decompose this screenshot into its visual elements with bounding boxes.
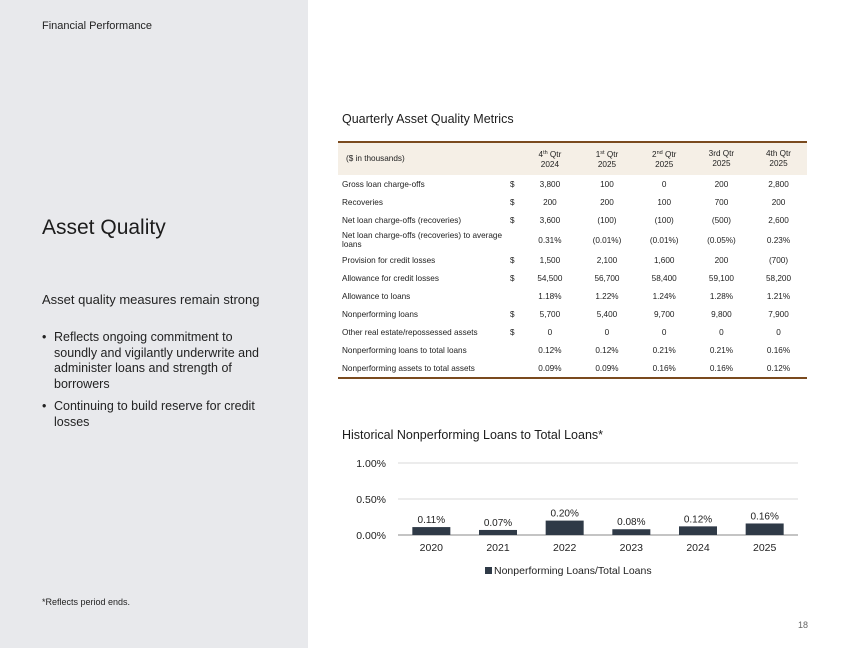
row-label: Nonperforming loans [342, 309, 419, 319]
dollar-sign: $ [510, 197, 515, 207]
table-cell: 7,900 [768, 309, 789, 319]
bullet-list [42, 330, 272, 437]
x-tick-label: 2022 [552, 542, 577, 554]
dollar-sign: $ [510, 327, 515, 337]
subhead: Asset quality measures remain strong [42, 292, 260, 307]
bar [412, 527, 450, 535]
table-cell: 200 [714, 179, 729, 189]
x-tick-label: 2025 [752, 542, 777, 554]
table-cell: 0.31% [538, 235, 562, 245]
table-cell: 0 [547, 327, 553, 337]
dollar-sign: $ [510, 215, 515, 225]
legend-label: Nonperforming Loans/Total Loans [494, 565, 652, 577]
dollar-sign [504, 341, 521, 359]
table-cell: (100) [654, 215, 674, 225]
table-cell: (0.05%) [707, 235, 736, 245]
table-cell: 59,100 [708, 273, 734, 283]
table-cell: (0.01%) [592, 235, 622, 245]
x-tick-label: 2024 [686, 542, 710, 554]
dollar-sign: $ [510, 273, 515, 283]
bar [546, 521, 584, 535]
data-label: 0.20% [550, 508, 579, 520]
column-header: 3rd Qtr 2025 [693, 142, 750, 175]
table-cell: 0.16% [652, 363, 676, 373]
table-cell: 100 [600, 179, 614, 189]
table-row [338, 359, 807, 378]
column-header: 2nd Qtr 2025 [636, 142, 693, 175]
data-label: 0.16% [750, 511, 779, 523]
table-cell: 1.24% [652, 291, 676, 301]
table-cell: (500) [711, 215, 731, 225]
row-label: Allowance to loans [342, 291, 411, 301]
column-header: 4th Qtr 2024 [521, 142, 578, 175]
dollar-sign: $ [510, 255, 515, 265]
bullet-item: • Reflects ongoing commitment to soundly and vigilantly underwrite and administer loans and strength of borrowers [42, 330, 272, 392]
dollar-sign [504, 287, 521, 305]
table-row [338, 193, 807, 211]
metrics-table [338, 141, 807, 379]
table-cell: 9,800 [711, 309, 732, 319]
table-cell: 1.21% [766, 291, 791, 301]
left-panel [0, 0, 308, 648]
page-number: 18 [797, 620, 808, 630]
bar [479, 530, 517, 535]
table-cell: 200 [600, 197, 614, 207]
table-cell: 58,400 [651, 273, 677, 283]
table-cell: 0 [604, 327, 610, 337]
table-row [338, 305, 807, 323]
table-body [338, 175, 807, 378]
table-header-label: ($ in thousands) [338, 142, 504, 175]
table-cell: 0.21% [709, 345, 734, 355]
dollar-sign [504, 359, 521, 378]
table-row [338, 287, 807, 305]
row-label: Net loan charge-offs (recoveries) to average loans [342, 231, 503, 249]
data-label: 0.07% [483, 517, 513, 529]
table-cell: 9,700 [653, 309, 675, 319]
table-cell: 200 [771, 197, 786, 207]
table-cell: 0.16% [709, 363, 734, 373]
table-row [338, 211, 807, 229]
table-cell: (0.01%) [649, 235, 679, 245]
row-label: Recoveries [342, 197, 383, 207]
column-header: 1st Qtr 2025 [578, 142, 635, 175]
row-label: Other real estate/repossessed assets [342, 327, 478, 337]
table-cell: 0 [776, 327, 781, 337]
table-row [338, 175, 807, 193]
table-cell: 100 [657, 197, 672, 207]
table-cell: 2,100 [596, 255, 618, 265]
table-cell: 0.21% [652, 345, 676, 355]
table-cell: 0.12% [595, 345, 619, 355]
row-label: Gross loan charge-offs [342, 179, 425, 189]
chart-title: Historical Nonperforming Loans to Total Loans* [342, 428, 604, 442]
table-row [338, 323, 807, 341]
table-cell: 1,500 [539, 255, 561, 265]
bar [746, 523, 784, 535]
table-cell: 0.12% [766, 363, 791, 373]
table-cell: 3,600 [539, 215, 561, 225]
table-cell: 54,500 [537, 273, 563, 283]
section-label: Financial Performance [42, 20, 153, 32]
table-cell: 2,600 [768, 215, 789, 225]
y-tick-label: 1.00% [356, 458, 386, 470]
slide-title: Asset Quality [42, 216, 166, 239]
footnote: *Reflects period ends. [42, 597, 131, 607]
table-cell: 1.22% [595, 291, 619, 301]
row-label: Provision for credit losses [342, 255, 436, 265]
table-cell: 0.12% [538, 345, 562, 355]
table-cell: 0.16% [766, 345, 791, 355]
table-cell: 1.28% [709, 291, 734, 301]
table-cell: 0 [661, 327, 667, 337]
table-header-dollar [504, 142, 521, 175]
table-cell: 2,800 [768, 179, 789, 189]
bullet-item: • Continuing to build reserve for credit losses [42, 399, 272, 430]
table-cell: 0.09% [538, 363, 562, 373]
bar-chart [338, 448, 808, 583]
table-cell: 0.09% [595, 363, 619, 373]
table-row [338, 341, 807, 359]
y-tick-label: 0.50% [356, 494, 386, 506]
table-cell: 1,600 [653, 255, 675, 265]
dollar-sign [504, 229, 521, 251]
table-row [338, 251, 807, 269]
legend-swatch [485, 567, 492, 574]
column-header: 4th Qtr 2025 [750, 142, 807, 175]
table-cell: 200 [543, 197, 557, 207]
table-cell: (100) [597, 215, 617, 225]
y-tick-label: 0.00% [356, 530, 386, 542]
table-cell: 5,700 [539, 309, 561, 319]
x-tick-label: 2023 [619, 542, 644, 554]
table-cell: 58,200 [766, 273, 792, 283]
table-cell: 0 [719, 327, 724, 337]
table-cell: 3,800 [539, 179, 561, 189]
dollar-sign: $ [510, 309, 515, 319]
x-tick-label: 2021 [486, 542, 510, 554]
table-cell: 56,700 [594, 273, 620, 283]
table-cell: 700 [714, 197, 729, 207]
dollar-sign: $ [510, 179, 515, 189]
table-cell: (700) [768, 255, 789, 265]
data-label: 0.08% [617, 517, 646, 529]
table-cell: 0.23% [766, 235, 791, 245]
row-label: Allowance for credit losses [342, 273, 439, 283]
row-label: Net loan charge-offs (recoveries) [342, 215, 462, 225]
table-cell: 200 [714, 255, 729, 265]
data-label: 0.12% [683, 514, 713, 526]
table-header-row [338, 142, 807, 175]
table-title: Quarterly Asset Quality Metrics [342, 112, 514, 126]
bar [679, 526, 717, 535]
x-tick-label: 2020 [419, 542, 444, 554]
data-label: 0.11% [417, 515, 446, 527]
table-row [338, 229, 807, 251]
table-row [338, 269, 807, 287]
row-label: Nonperforming assets to total assets [342, 363, 475, 373]
row-label: Nonperforming loans to total loans [342, 345, 467, 355]
table-cell: 5,400 [596, 309, 618, 319]
table-cell: 1.18% [538, 291, 562, 301]
table-cell: 0 [661, 179, 667, 189]
bar [612, 529, 650, 535]
